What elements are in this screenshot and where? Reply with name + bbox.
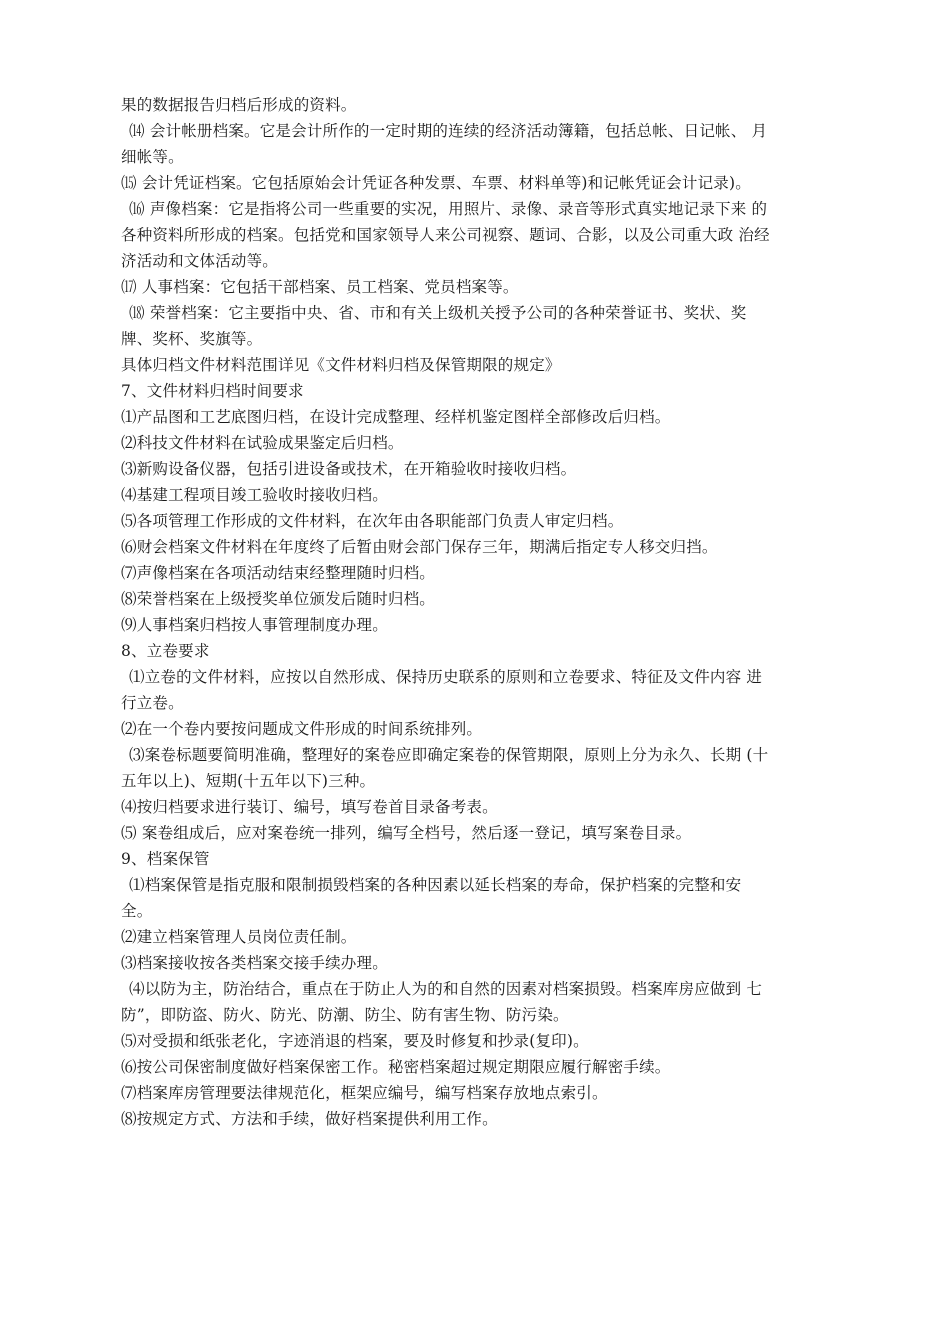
list-item: ⑼人事档案归档按人事管理制度办理。 [121, 616, 388, 634]
list-item: ⑻按规定方式、方法和手续，做好档案提供利用工作。 [121, 1110, 498, 1128]
list-item: ⑴档案保管是指克服和限制损毁档案的各种因素以延长档案的寿命，保护档案的完整和安 [129, 876, 742, 894]
list-item: ⑷以防为主，防治结合，重点在于防止人为的和自然的因素对档案损毁。档案库房应做到 七 [129, 980, 763, 998]
list-item: ⑸各项管理工作形成的文件材料，在次年由各职能部门负责人审定归档。 [121, 512, 624, 530]
section-heading: 9、档案保管 [121, 850, 210, 868]
list-item: ⑵科技文件材料在试验成果鉴定后归档。 [121, 434, 404, 452]
list-item: ⑸ 案卷组成后，应对案卷统一排列，编写全档号，然后逐一登记，填写案卷目录。 [121, 824, 692, 842]
list-item: ⑶新购设备仪器，包括引进设备或技术，在开箱验收时接收归档。 [121, 460, 577, 478]
text-line: ⒃ 声像档案：它是指将公司一些重要的实况，用照片、录像、录音等形式真实地记录下来 的 [129, 200, 768, 218]
section-heading: 7、文件材料归档时间要求 [121, 382, 304, 400]
text-line: ⒁ 会计帐册档案。它是会计所作的一定时期的连续的经济活动簿籍，包括总帐、日记帐、 月 [129, 122, 768, 140]
text-line: ⒂ 会计凭证档案。它包括原始会计凭证各种发票、车票、材料单等)和记帐凭证会计记录)。 [121, 174, 751, 192]
list-item: ⑴产品图和工艺底图归档，在设计完成整理、经样机鉴定图样全部修改后归档。 [121, 408, 671, 426]
list-item: ⑻荣誉档案在上级授奖单位颁发后随时归档。 [121, 590, 436, 608]
text-line: 果的数据报告归档后形成的资料。 [121, 96, 357, 114]
list-item: ⑵建立档案管理人员岗位责任制。 [121, 928, 357, 946]
list-item: ⑺档案库房管理要法律规范化，框架应编号，编写档案存放地点索引。 [121, 1084, 608, 1102]
list-item: ⑶案卷标题要简明准确，整理好的案卷应即确定案卷的保管期限，原则上分为永久、长期 (十 [129, 746, 769, 764]
text-line: 五年以上)、短期(十五年以下)三种。 [121, 772, 376, 790]
text-line: 行立卷。 [121, 694, 184, 712]
list-item: ⑷基建工程项目竣工验收时接收归档。 [121, 486, 388, 504]
text-line: 全。 [121, 902, 153, 920]
document-page [121, 92, 841, 1132]
list-item: ⑹财会档案文件材料在年度终了后暂由财会部门保存三年，期满后指定专人移交归挡。 [121, 538, 718, 556]
text-line: 细帐等。 [121, 148, 184, 166]
text-line: 具体归档文件材料范围详见《文件材料归档及保管期限的规定》 [121, 356, 561, 374]
list-item: ⑹按公司保密制度做好档案保密工作。秘密档案超过规定期限应履行解密手续。 [121, 1058, 671, 1076]
list-item: ⑶档案接收按各类档案交接手续办理。 [121, 954, 388, 972]
text-line: 各种资料所形成的档案。包括党和国家领导人来公司视察、题词、合影，以及公司重大政 治经 [121, 226, 770, 244]
text-line: 济活动和文体活动等。 [121, 252, 279, 270]
list-item: ⑴立卷的文件材料，应按以自然形成、保持历史联系的原则和立卷要求、特征及文件内容 进 [129, 668, 763, 686]
list-item: ⑵在一个卷内要按问题成文件形成的时间系统排列。 [121, 720, 483, 738]
section-heading: 8、立卷要求 [121, 642, 210, 660]
list-item: ⑸对受损和纸张老化，字迹消退的档案，要及时修复和抄录(复印)。 [121, 1032, 589, 1050]
text-line: 防”，即防盗、防火、防光、防潮、防尘、防有害生物、防污染。 [121, 1006, 569, 1024]
list-item: ⑺声像档案在各项活动结束经整理随时归档。 [121, 564, 436, 582]
text-line: ⒄ 人事档案：它包括干部档案、员工档案、党员档案等。 [121, 278, 519, 296]
text-line: 牌、奖杯、奖旗等。 [121, 330, 263, 348]
list-item: ⑷按归档要求进行装订、编号，填写卷首目录备考表。 [121, 798, 498, 816]
text-line: ⒅ 荣誉档案：它主要指中央、省、市和有关上级机关授予公司的各种荣誉证书、奖状、奖 [129, 304, 747, 322]
